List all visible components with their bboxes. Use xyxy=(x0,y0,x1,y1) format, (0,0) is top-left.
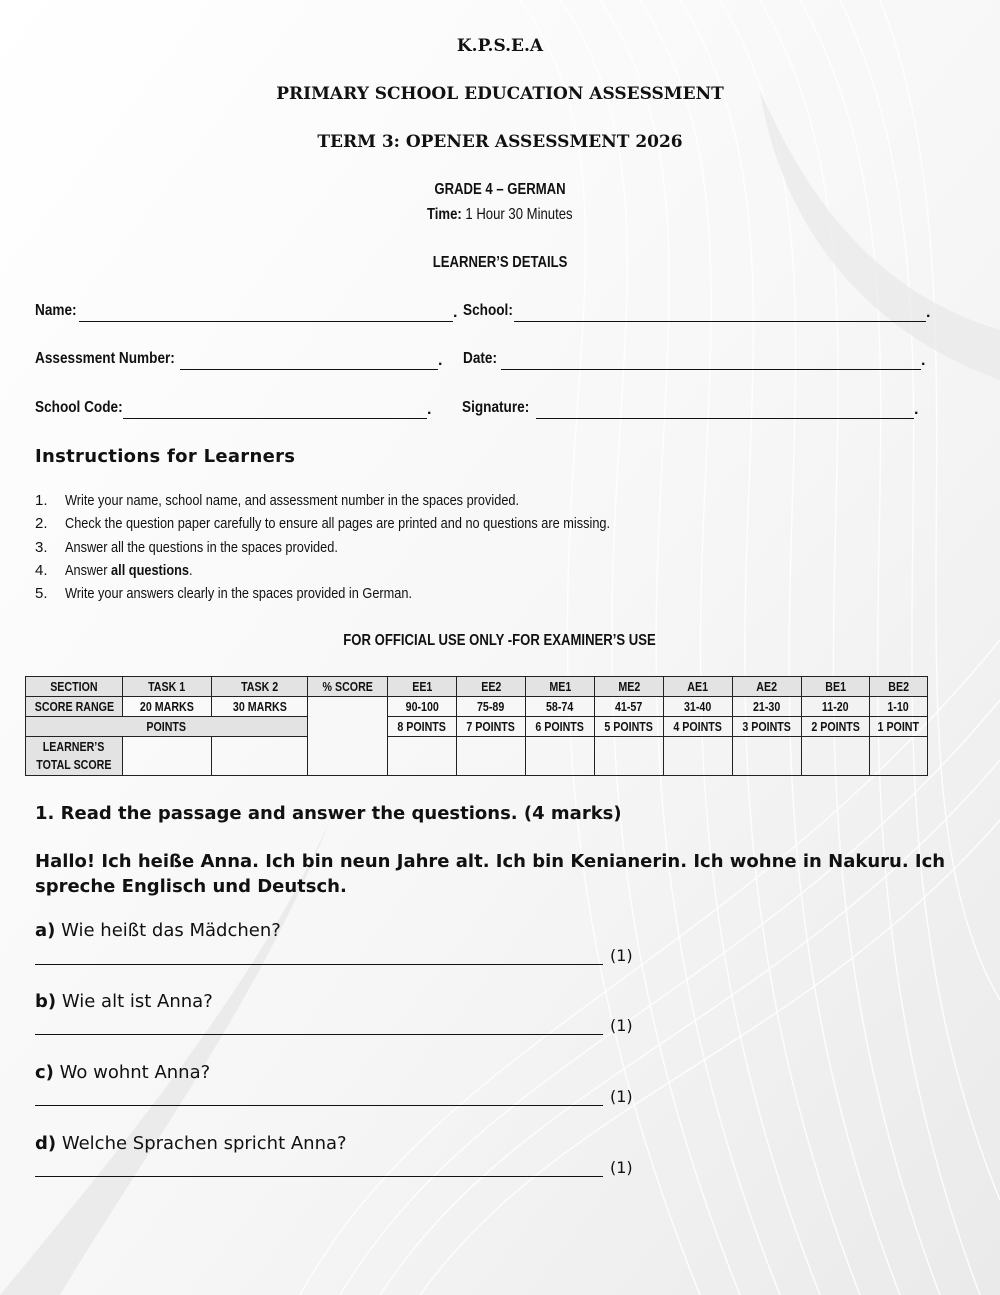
table-cell[interactable] xyxy=(733,737,802,776)
name-label: Name: xyxy=(35,302,77,319)
signature-terminator: . xyxy=(914,401,919,418)
table-header-cell: EE1 xyxy=(388,677,457,697)
question-item: a) Wie heißt das Mädchen? xyxy=(35,920,281,941)
table-cell: 7 POINTS xyxy=(457,717,526,737)
assessment-number-terminator: . xyxy=(438,352,443,369)
table-header-cell: AE1 xyxy=(664,677,733,697)
table-cell: 8 POINTS xyxy=(388,717,457,737)
name-terminator: . xyxy=(453,304,458,321)
task2-score-cell[interactable] xyxy=(212,737,308,776)
school-line[interactable] xyxy=(514,321,926,322)
instruction-item: 2. Check the question paper carefully to ensure all pages are printed and no questions are missing. xyxy=(35,515,611,533)
date-label: Date: xyxy=(463,350,498,367)
school-code-terminator: . xyxy=(427,401,432,418)
table-cell: POINTS xyxy=(26,717,308,737)
answer-line[interactable] xyxy=(35,964,603,965)
table-cell: 2 POINTS xyxy=(802,717,870,737)
official-use-title: FOR OFFICIAL USE ONLY -FOR EXAMINER’S USE xyxy=(343,632,657,649)
percent-score-cell[interactable] xyxy=(308,697,388,776)
learner-details-title: LEARNER’S DETAILS xyxy=(432,254,568,271)
instructions-list xyxy=(35,492,706,608)
time-label: Time: xyxy=(427,206,462,223)
signature-line[interactable] xyxy=(536,418,914,419)
table-cell: 11-20 xyxy=(802,697,870,717)
table-cell: 31-40 xyxy=(664,697,733,717)
table-header-cell: ME2 xyxy=(595,677,664,697)
school-terminator: . xyxy=(926,304,931,321)
table-header-cell: ME1 xyxy=(526,677,595,697)
table-header-cell: % SCORE xyxy=(308,677,388,697)
instruction-item: 3. Answer all the questions in the spaces provided. xyxy=(35,538,338,556)
table-cell: 1-10 xyxy=(870,697,928,717)
assessment-number-field[interactable] xyxy=(35,350,445,368)
school-code-line[interactable] xyxy=(123,418,427,419)
instruction-item: 1. Write your name, school name, and assessment number in the spaces provided. xyxy=(35,492,520,509)
exam-board-title: K.P.S.E.A xyxy=(456,36,544,56)
table-cell: LEARNER’S TOTAL SCORE xyxy=(26,737,123,776)
table-header-cell: TASK 2 xyxy=(212,677,308,697)
task1-score-cell[interactable] xyxy=(123,737,212,776)
table-cell: 21-30 xyxy=(733,697,802,717)
school-field[interactable] xyxy=(463,302,933,320)
table-cell: 20 MARKS xyxy=(123,697,212,717)
table-cell[interactable] xyxy=(595,737,664,776)
table-row xyxy=(26,697,928,717)
name-line[interactable] xyxy=(79,321,453,322)
table-cell: 4 POINTS xyxy=(664,717,733,737)
time-value: 1 Hour 30 Minutes xyxy=(465,206,573,223)
mark-allocation: (1) xyxy=(610,946,633,965)
mark-allocation: (1) xyxy=(610,1016,633,1035)
answer-line[interactable] xyxy=(35,1176,603,1177)
answer-line[interactable] xyxy=(35,1105,603,1106)
table-cell[interactable] xyxy=(664,737,733,776)
instruction-item: 4. Answer all questions. xyxy=(35,561,193,579)
table-cell: 3 POINTS xyxy=(733,717,802,737)
assessment-title: PRIMARY SCHOOL EDUCATION ASSESSMENT xyxy=(276,84,724,104)
table-cell: 6 POINTS xyxy=(526,717,595,737)
question-item: d) Welche Sprachen spricht Anna? xyxy=(35,1133,347,1154)
table-cell: 1 POINT xyxy=(870,717,928,737)
table-header-cell: AE2 xyxy=(733,677,802,697)
school-label: School: xyxy=(463,302,513,319)
assessment-number-label: Assessment Number: xyxy=(35,350,175,367)
instructions-title: Instructions for Learners xyxy=(35,446,296,467)
term-title: TERM 3: OPENER ASSESSMENT 2026 xyxy=(317,132,683,152)
reading-passage: Hallo! Ich heiße Anna. Ich bin neun Jahre alt. Ich bin Kenianerin. Ich wohne in Nakuru. Ich spreche Englisch und Deutsch. xyxy=(35,851,946,897)
question-item: b) Wie alt ist Anna? xyxy=(35,991,213,1012)
table-header-cell: EE2 xyxy=(457,677,526,697)
date-line[interactable] xyxy=(501,369,921,370)
table-header-cell: BE1 xyxy=(802,677,870,697)
table-header-cell: TASK 1 xyxy=(123,677,212,697)
table-cell[interactable] xyxy=(388,737,457,776)
school-code-field[interactable] xyxy=(35,399,445,417)
question-item: c) Wo wohnt Anna? xyxy=(35,1062,211,1083)
table-cell: 90-100 xyxy=(388,697,457,717)
table-cell[interactable] xyxy=(802,737,870,776)
table-cell: 75-89 xyxy=(457,697,526,717)
table-cell: 30 MARKS xyxy=(212,697,308,717)
assessment-number-line[interactable] xyxy=(180,369,438,370)
table-cell: SCORE RANGE xyxy=(26,697,123,717)
answer-line[interactable] xyxy=(35,1034,603,1035)
table-cell: 58-74 xyxy=(526,697,595,717)
score-table xyxy=(25,676,928,776)
school-code-label: School Code: xyxy=(35,399,123,416)
mark-allocation: (1) xyxy=(610,1087,633,1106)
table-row xyxy=(26,737,928,776)
table-row xyxy=(26,677,928,697)
table-header-cell: BE2 xyxy=(870,677,928,697)
instruction-emphasis: all questions xyxy=(111,561,189,579)
question-heading: 1. Read the passage and answer the questions. (4 marks) xyxy=(35,803,622,824)
table-cell: 41-57 xyxy=(595,697,664,717)
table-cell[interactable] xyxy=(870,737,928,776)
date-field[interactable] xyxy=(463,350,933,368)
table-cell: 5 POINTS xyxy=(595,717,664,737)
instruction-item: 5. Write your answers clearly in the spaces provided in German. xyxy=(35,585,412,603)
mark-allocation: (1) xyxy=(610,1158,633,1177)
name-field[interactable] xyxy=(35,302,460,320)
grade-subject: GRADE 4 – GERMAN xyxy=(434,181,566,198)
table-cell[interactable] xyxy=(457,737,526,776)
signature-field[interactable] xyxy=(462,399,932,417)
table-cell[interactable] xyxy=(526,737,595,776)
date-terminator: . xyxy=(921,352,926,369)
table-header-cell: SECTION xyxy=(26,677,123,697)
table-row xyxy=(26,717,928,737)
signature-label: Signature: xyxy=(462,399,530,416)
